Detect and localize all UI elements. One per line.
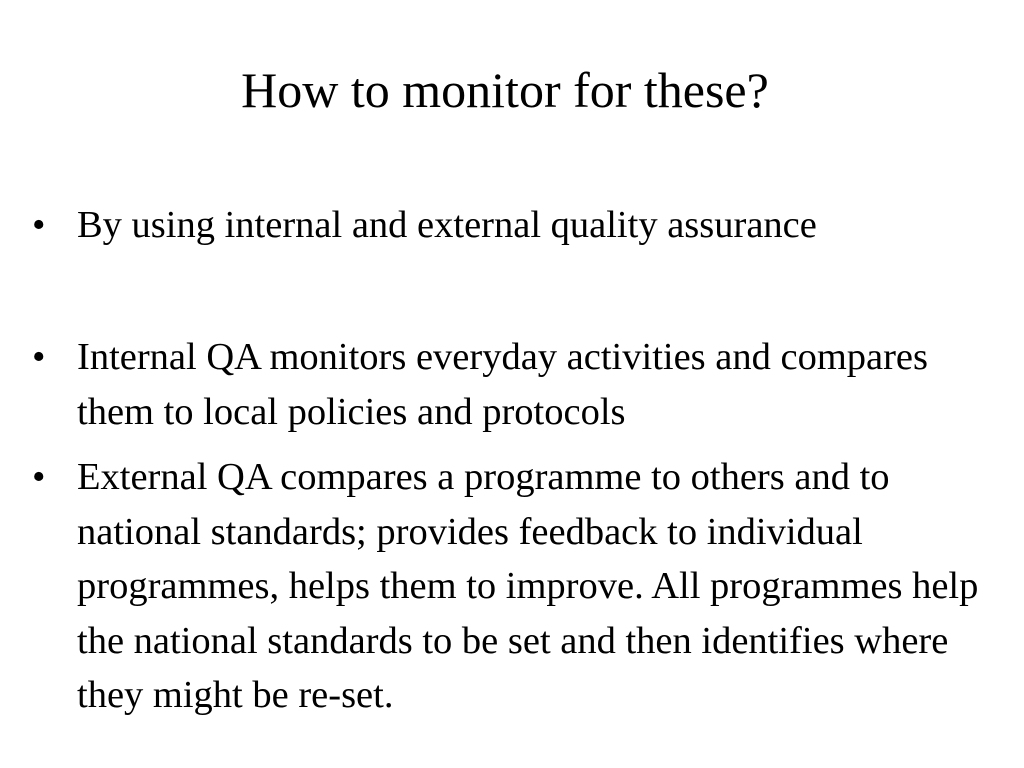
bullet-dot-icon: • <box>32 456 46 498</box>
bullet-dot-icon: • <box>32 336 46 378</box>
bullet-item <box>32 330 992 439</box>
bullet-dot-icon: • <box>32 204 46 246</box>
slide-title: How to monitor for these? <box>241 62 769 118</box>
bullet-item <box>32 198 992 253</box>
bullet-text: Internal QA monitors everyday activities and compares them to local policies and protocols <box>77 336 929 433</box>
bullet-text: By using internal and external quality assurance <box>77 204 817 246</box>
bullet-text: External QA compares a programme to others and to national standards; provides feedback to individual programmes, helps them to improve. All programmes help the national standards to be set and then identifies where they might be re-set. <box>77 456 979 716</box>
bullet-item <box>32 450 992 723</box>
